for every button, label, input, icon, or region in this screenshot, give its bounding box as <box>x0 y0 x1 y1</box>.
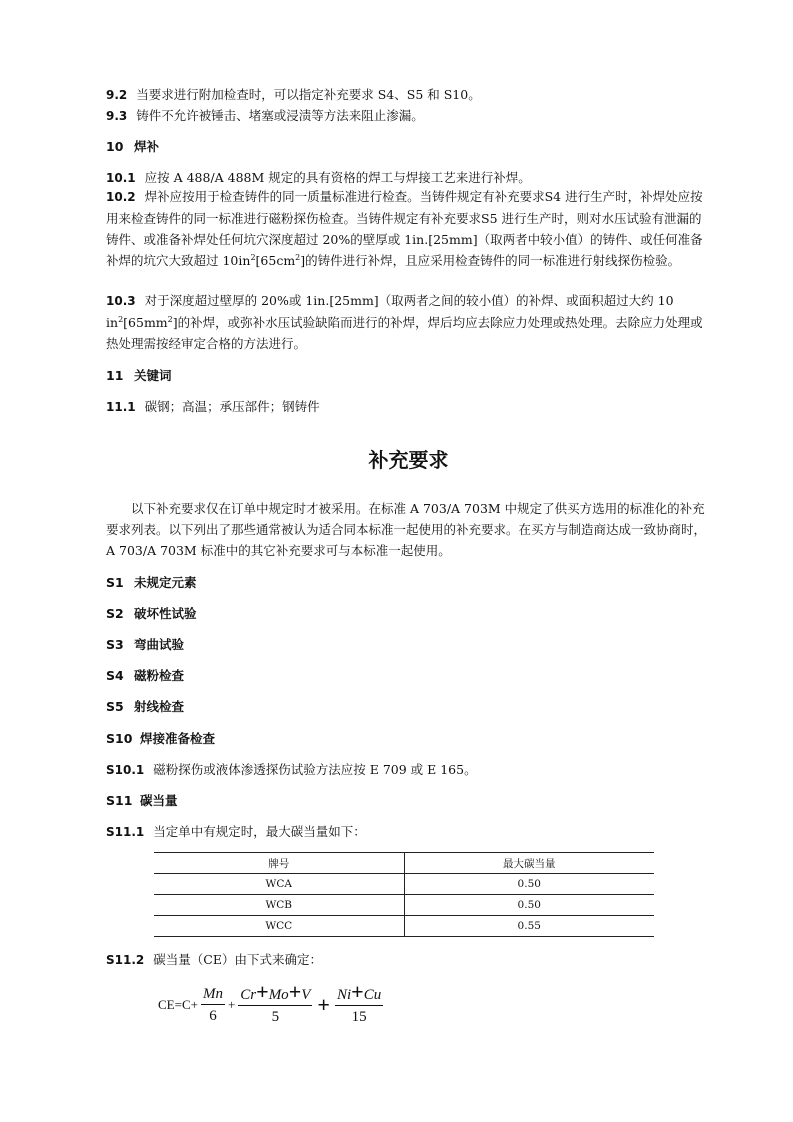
carbon-equivalent-formula <box>158 979 386 1028</box>
clause-number: S11.1 <box>106 825 145 839</box>
clause-number: 11.1 <box>106 400 136 414</box>
section-number: S5 <box>106 699 124 714</box>
clause-s10-1 <box>106 759 711 781</box>
s5-heading <box>106 696 711 717</box>
numerator-plus: + <box>351 979 364 1004</box>
superscript: 2 <box>118 314 124 324</box>
superscript: 2 <box>167 314 173 324</box>
carbon-equivalent-table <box>154 852 654 937</box>
section-title: 未规定元素 <box>134 575 197 590</box>
clause-text: 应按 A 488/A 488M 规定的具有资格的焊工与焊接工艺来进行补焊。 <box>144 170 531 185</box>
fraction-denominator: 5 <box>271 1009 280 1025</box>
numerator-term: Cr <box>240 987 257 1003</box>
formula-fraction-cr-mo-v <box>238 979 312 1028</box>
clause-number: 10.1 <box>106 171 136 185</box>
clause-11-1 <box>106 396 711 418</box>
numerator-term: Cu <box>363 987 382 1003</box>
clause-number: 9.3 <box>106 109 128 123</box>
section-number: S4 <box>106 668 124 683</box>
clause-text: 当要求进行附加检查时，可以指定补充要求 S4、S5 和 S10。 <box>136 87 481 102</box>
table-cell-grade: WCB <box>154 895 404 916</box>
section-title: 碳当量 <box>140 793 178 808</box>
clause-text-b: [65mm <box>123 315 168 330</box>
clause-s11-2 <box>106 949 711 971</box>
section-number: 10 <box>106 139 124 154</box>
table-header-grade: 牌号 <box>154 853 404 874</box>
s3-heading <box>106 634 711 655</box>
fraction-denominator: 6 <box>209 1007 217 1024</box>
clause-text: 当定单中有规定时，最大碳当量如下： <box>153 824 366 839</box>
clause-s11-1 <box>106 821 711 843</box>
table-cell-grade: WCC <box>154 916 404 937</box>
clause-text-c: ]的补焊，或弥补水压试验缺陷而进行的补焊，焊后均应去除应力处理或热处理。去除应力处理或热处理需按经审定合格的方法进行。 <box>106 315 703 351</box>
table-cell-grade: WCA <box>154 874 404 895</box>
table-header-max-ce: 最大碳当量 <box>404 853 654 874</box>
s1-heading <box>106 572 711 593</box>
clause-number: S10.1 <box>106 763 145 777</box>
section-title: 射线检查 <box>134 699 185 714</box>
section-number: S1 <box>106 575 124 590</box>
supplementary-intro: 以下补充要求仅在订单中规定时才被采用。在标准 A 703/A 703M 中规定了供买方选用的标准化的补充要求列表。以下列出了那些通常被认为适合同本标准一起使用的补充要求。在买方与制造商达成一致协商时，A 703/A 703M 标准中的其它补充要求可与本标准一起使用。 <box>106 501 707 558</box>
s4-heading <box>106 665 711 686</box>
section-title: 破坏性试验 <box>134 606 197 621</box>
clause-text: 碳当量（CE）由下式来确定： <box>153 952 322 967</box>
formula-fraction-ni-cu <box>335 979 383 1028</box>
numerator-term: Ni <box>336 987 352 1003</box>
table-cell-value: 0.50 <box>404 874 654 895</box>
section-11-heading <box>106 365 711 386</box>
section-number: S10 <box>106 731 133 746</box>
clause-text-c: ]的铸件进行补焊，且应采用检查铸件的同一标准进行射线探伤检验。 <box>300 253 681 268</box>
table-row <box>154 874 654 895</box>
formula-plus: + <box>317 992 330 1017</box>
section-number: S11 <box>106 793 133 808</box>
numerator-plus: + <box>288 979 302 1004</box>
clause-text: 磁粉探伤或液体渗透探伤试验方法应按 E 709 或 E 165。 <box>153 762 477 777</box>
table-cell-value: 0.50 <box>404 895 654 916</box>
section-number: S3 <box>106 637 124 652</box>
clause-text: 碳钢；高温；承压部件；钢铸件 <box>144 399 320 414</box>
formula-lhs: CE=C+ <box>158 997 198 1012</box>
numerator-term: Mo <box>268 987 289 1003</box>
clause-number: S11.2 <box>106 953 145 967</box>
clause-number: 10.2 <box>106 190 136 204</box>
table-cell-value: 0.55 <box>404 916 654 937</box>
table-row <box>154 895 654 916</box>
section-title: 磁粉检查 <box>134 668 185 683</box>
clause-10-3 <box>106 290 711 354</box>
clause-text: 铸件不允许被锤击、堵塞或浸渍等方法来阻止渗漏。 <box>136 108 424 123</box>
section-title: 关键词 <box>134 368 172 383</box>
clause-10-2 <box>106 186 711 271</box>
formula-fraction-mn <box>201 984 225 1027</box>
section-10-heading <box>106 136 711 157</box>
clause-number: 9.2 <box>106 88 128 102</box>
fraction-numerator <box>335 979 383 1006</box>
numerator-term: V <box>301 987 311 1003</box>
table-row <box>154 916 654 937</box>
clause-text-a: 对于深度超过壁厚的 20%或 1in.[25mm]（取两者之间的较小值）的补焊、或面积超过大约 10 in <box>106 293 674 330</box>
fraction-numerator <box>238 979 312 1006</box>
clause-text-a: 焊补应按用于检查铸件的同一质量标准进行检查。当铸件规定有补充要求S4 进行生产时，补焊处应按用来检查铸件的同一标准进行磁粉探伤检查。当铸件规定有补充要求S5 进行生产时，则对水压试验有泄漏的铸件、或准备补焊处任何坑穴深度超过 20%的壁厚或 1in.[25mm]（取两者中较小值）的铸件、或任何准备补焊的坑穴大致超过 10in <box>106 189 703 268</box>
s2-heading <box>106 603 711 624</box>
s11-heading <box>106 790 711 811</box>
section-title: 焊接准备检查 <box>140 731 216 746</box>
section-number: S2 <box>106 606 124 621</box>
superscript: 2 <box>250 252 256 262</box>
clause-9-2 <box>106 84 711 106</box>
s10-heading <box>106 728 711 749</box>
numerator-plus: + <box>256 979 269 1004</box>
section-title: 弯曲试验 <box>134 637 185 652</box>
clause-9-3 <box>106 105 711 127</box>
supplementary-title: 补充要求 <box>368 448 449 472</box>
table-header-row <box>154 853 654 874</box>
fraction-numerator: Mn <box>201 984 225 1005</box>
section-title: 焊补 <box>134 139 160 154</box>
superscript: 2 <box>295 252 301 262</box>
fraction-denominator: 15 <box>351 1009 367 1025</box>
formula-plus: + <box>227 997 236 1012</box>
clause-number: 10.3 <box>106 294 136 308</box>
section-number: 11 <box>106 368 124 383</box>
clause-text-b: [65cm <box>255 253 296 268</box>
